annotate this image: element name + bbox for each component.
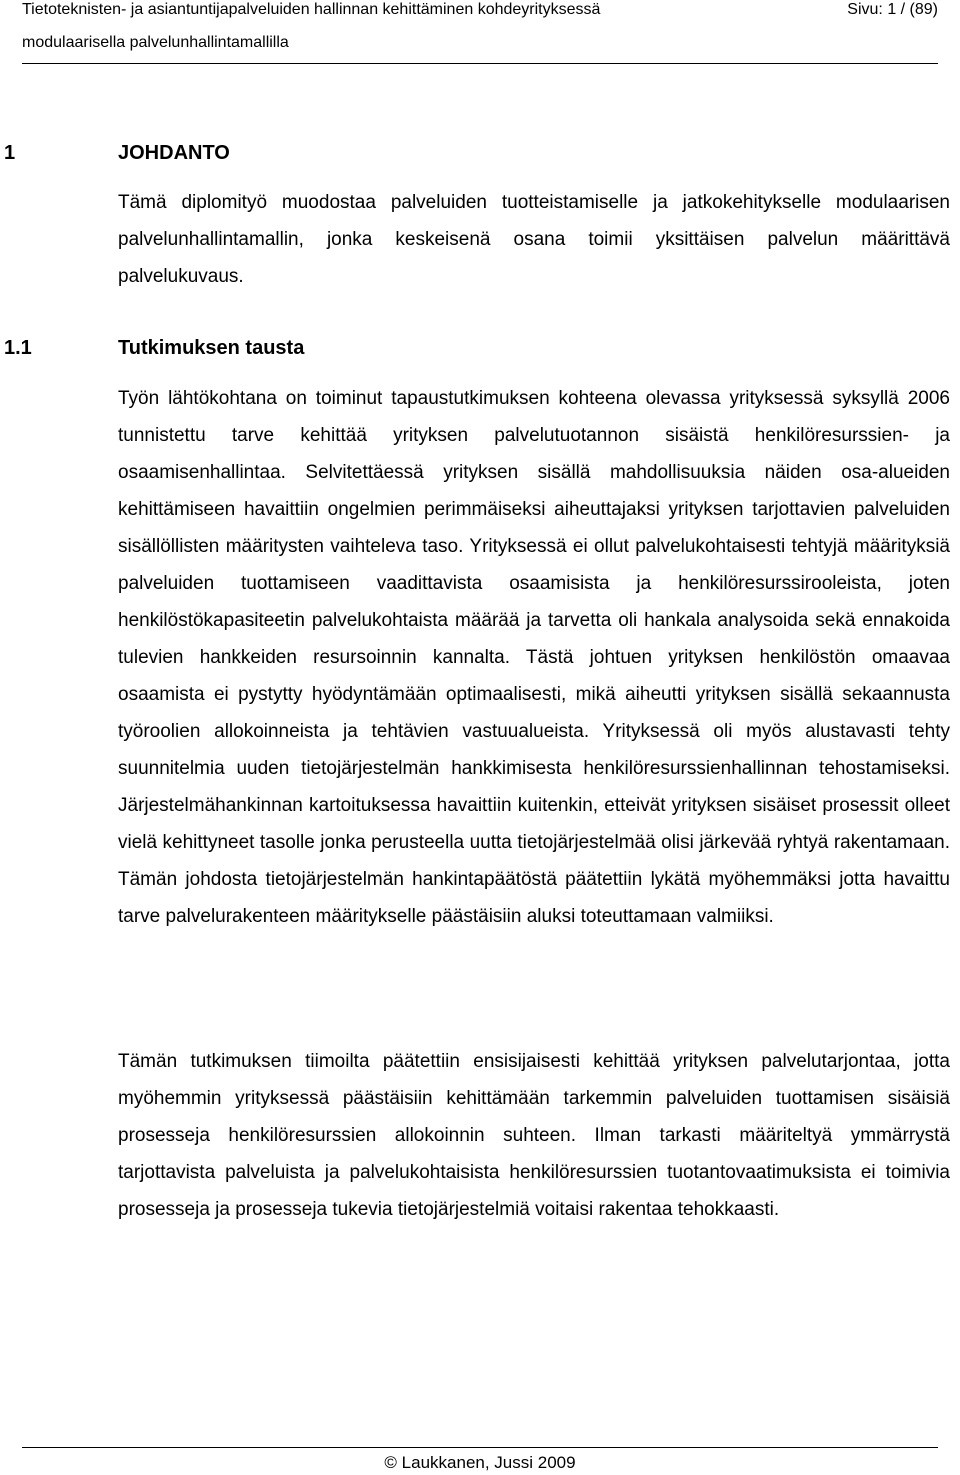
page-footer: © Laukkanen, Jussi 2009 [384,1453,576,1472]
section-number: 1 [4,142,16,164]
paragraph-research-aim: Tämän tutkimuksen tiimoilta päätettiin ensisijaisesti kehittää yrityksen palvelutarjontaa, jotta myöhemmin yrityksessä päästäisiin kehittämään tarkemmin palveluiden tuottamisen sisäisiä prosesseja henkilöresurssien allokoinnin suhteen. Ilman tarkasti määriteltyä ymmärrystä tarjottavista palveluista ja palvelukohtaisista henkilöresurssien tuotantovaatimuksista ei toimivia prosesseja ja prosesseja tukevia tietojärjestelmiä voitaisi rakentaa tehokkaasti. [118,1051,950,1220]
paragraph-background: Työn lähtökohtana on toiminut tapaustutkimuksen kohteena olevassa yrityksessä syksyllä 2006 tunnistettu tarve kehittää yrityksen palvelutuotannon sisäistä henkilöresurssien- ja osaamisenhallintaa. Selvitettäessä yrityksen sisällä mahdollisuuksia näiden osa-alueiden kehittämiseen havaittiin ongelmien perimmäiseksi aiheuttajaksi yrityksen tarjottavien palveluiden sisällöllisten määritysten vaihteleva taso. Yrityksessä ei ollut palvelukohtaisesti tehtyjä määrityksiä palveluiden tuottamiseen vaadittavista osaamisista ja henkilöresurssirooleista, joten henkilöstökapasiteetin palvelukohtaista määrää ja tarvetta oli hankala analysoida sekä ennakoida tulevien hankkeiden resursoinnin kannalta. Tästä johtuen yrityksen henkilöstön omaavaa osaamista ei pystytty hyödyntämään optimaalisesti, mikä aiheutti yrityksen sisällä sekaannusta työroolien allokoinneista ja tehtävien vastuualueista. Yrityksessä oli myös alustavasti tehty suunnitelmia uuden tietojärjestelmän hankkimisesta henkilöresurssienhallinnan tehostamiseksi. Järjestelmähankinnan kartoituksessa havaittiin kuitenkin, etteivät yrityksen sisäiset prosessit olleet vielä kehittyneet tasolle jonka perusteella uutta tietojärjestelmää olisi järkevää ryhtyä rakentamaan. Tämän johdosta tietojärjestelmän hankintapäätöstä päätettiin lykätä myöhemmäksi jotta havaittu tarve palvelurakenteen määritykselle päästäisiin aluksi toteuttamaan valmiiksi. [118,388,950,927]
page-number: Sivu: 1 / (89) [847,1,938,18]
section-title: Tutkimuksen tausta [118,337,305,359]
section-number: 1.1 [4,337,32,359]
section-title: JOHDANTO [118,142,230,164]
document-title-line2: modulaarisella palvelunhallintamallilla [22,34,289,51]
header-divider [22,63,938,64]
paragraph-intro: Tämä diplomityö muodostaa palveluiden tuotteistamiselle ja jatkokehitykselle modulaarisen palvelunhallintamallin, jonka keskeisenä osana toimii yksittäisen palvelun määrittävä palvelukuvaus. [118,192,950,287]
footer-divider [22,1447,938,1448]
document-title-line1: Tietoteknisten- ja asiantuntijapalveluiden hallinnan kehittäminen kohdeyrityksessä [22,1,601,18]
